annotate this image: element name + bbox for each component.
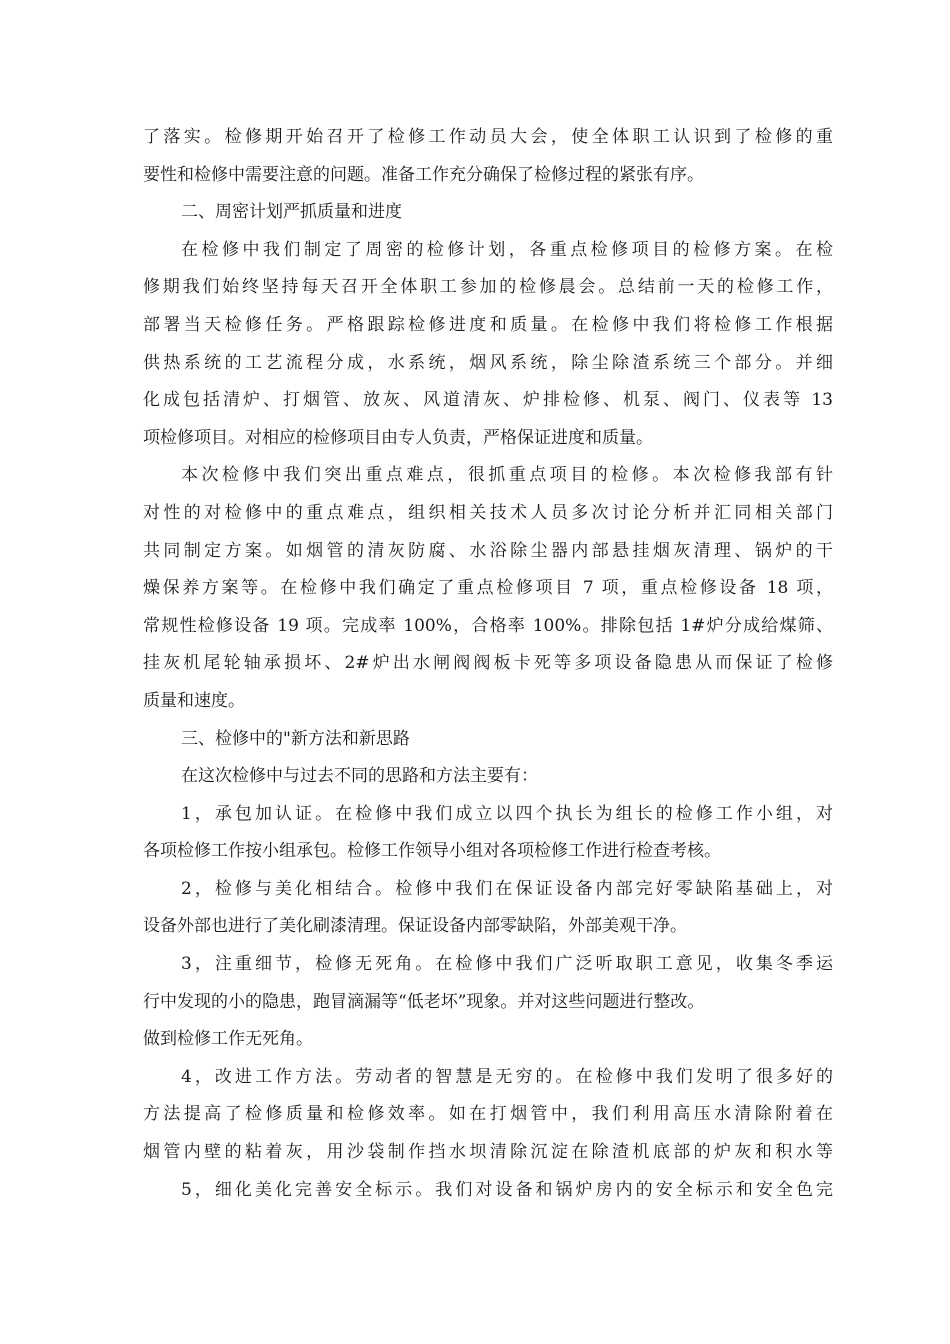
- text-line: 在检修中我们制定了周密的检修计划，各重点检修项目的检修方案。在检: [181, 239, 833, 260]
- text-line: 化成包括清炉、打烟管、放灰、风道清灰、炉排检修、机泵、阀门、仪表等 13: [143, 390, 833, 411]
- text-line: 燥保养方案等。在检修中我们确定了重点检修项目 7 项，重点检修设备 18 项，: [143, 578, 833, 599]
- text-line: 质量和速度。: [143, 690, 245, 711]
- text-line: 5，细化美化完善安全标示。我们对设备和锅炉房内的安全标示和安全色完: [181, 1179, 833, 1200]
- text-line: 对性的对检修中的重点难点，组织相关技术人员多次讨论分析并汇同相关部门: [143, 502, 833, 523]
- text-line: 项检修项目。对相应的检修项目由专人负责，严格保证进度和质量。: [143, 427, 653, 448]
- text-line: 本次检修中我们突出重点难点，很抓重点项目的检修。本次检修我部有针: [181, 465, 833, 486]
- document-body: [143, 119, 833, 1209]
- text-line: 修期我们始终坚持每天召开全体职工参加的检修晨会。总结前一天的检修工作，: [143, 277, 833, 298]
- text-line: 在这次检修中与过去不同的思路和方法主要有：: [181, 766, 538, 787]
- text-line: 4，改进工作方法。劳动者的智慧是无穷的。在检修中我们发明了很多好的: [181, 1066, 833, 1087]
- text-line: 设备外部也进行了美化刷漆清理。保证设备内部零缺陷，外部美观干净。: [143, 916, 687, 937]
- text-line: 2，检修与美化相结合。检修中我们在保证设备内部完好零缺陷基础上，对: [181, 878, 833, 899]
- text-line: 三、检修中的"新方法和新思路: [181, 728, 410, 749]
- text-line: 常规性检修设备 19 项。完成率 100%，合格率 100%。排除包括 1#炉分成给煤筛、: [143, 615, 833, 636]
- text-line: 共同制定方案。如烟管的清灰防腐、水浴除尘器内部悬挂烟灰清理、锅炉的干: [143, 540, 833, 561]
- text-line: 要性和检修中需要注意的问题。准备工作充分确保了检修过程的紧张有序。: [143, 164, 704, 185]
- text-line: 各项检修工作按小组承包。检修工作领导小组对各项检修工作进行检查考核。: [143, 841, 721, 862]
- text-line: 1，承包加认证。在检修中我们成立以四个执长为组长的检修工作小组，对: [181, 803, 833, 824]
- text-line: 烟管内壁的粘着灰，用沙袋制作挡水坝清除沉淀在除渣机底部的炉灰和积水等: [143, 1142, 833, 1163]
- text-line: 二、周密计划严抓质量和进度: [181, 202, 402, 223]
- text-line: 行中发现的小的隐患，跑冒滴漏等“低老坏”现象。并对这些问题进行整改。: [143, 991, 705, 1012]
- text-line: 方法提高了检修质量和检修效率。如在打烟管中，我们利用高压水清除附着在: [143, 1104, 833, 1125]
- text-line: 挂灰机尾轮轴承损坏、2#炉出水闸阀阀板卡死等多项设备隐患从而保证了检修: [143, 653, 833, 674]
- text-line: 部署当天检修任务。严格跟踪检修进度和质量。在检修中我们将检修工作根据: [143, 314, 833, 335]
- text-line: 做到检修工作无死角。: [143, 1029, 313, 1050]
- text-line: 3，注重细节，检修无死角。在检修中我们广泛听取职工意见，收集冬季运: [181, 954, 833, 975]
- text-line: 供热系统的工艺流程分成，水系统，烟风系统，除尘除渣系统三个部分。并细: [143, 352, 833, 373]
- text-line: 了落实。检修期开始召开了检修工作动员大会，使全体职工认识到了检修的重: [143, 127, 833, 147]
